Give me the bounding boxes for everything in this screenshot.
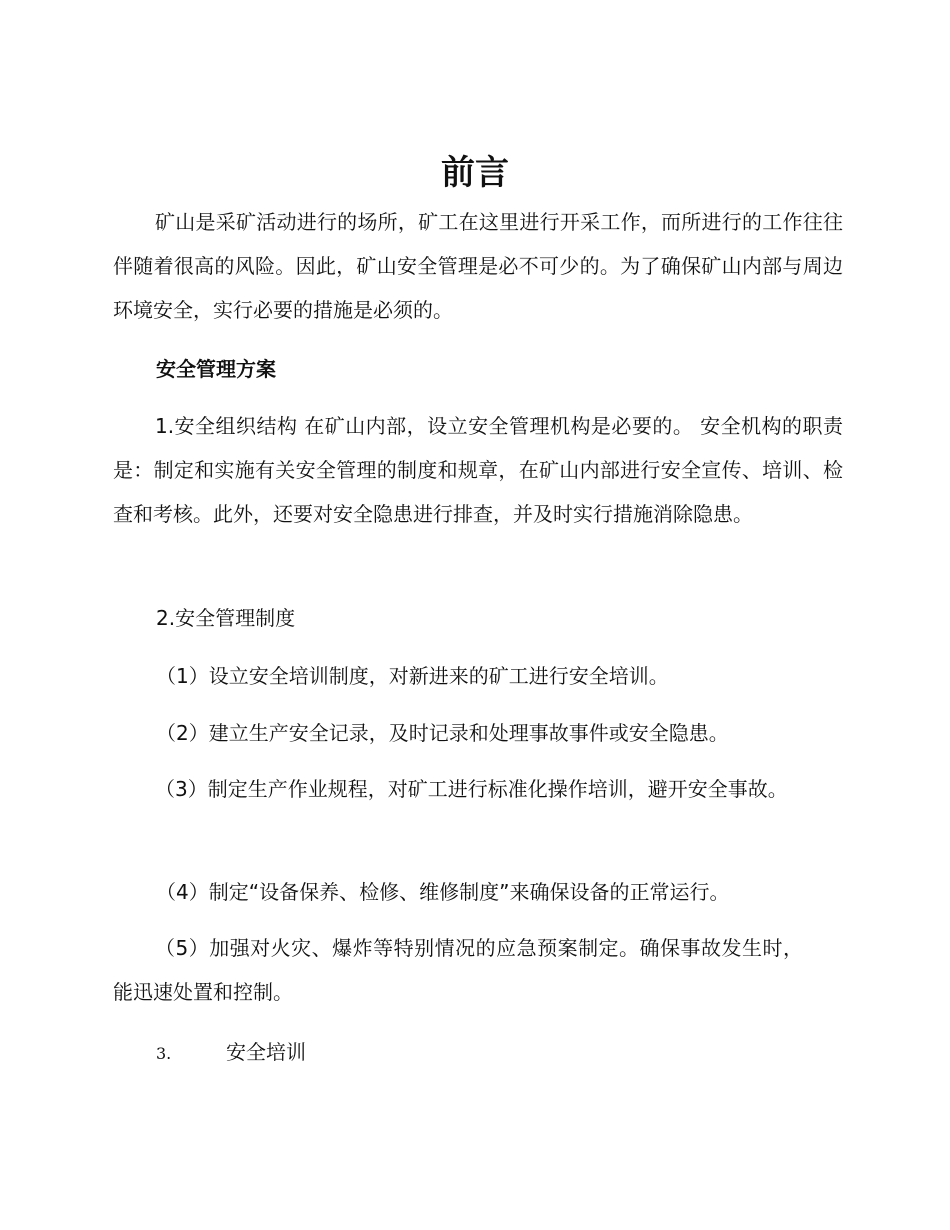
sub-item-5: （5）加强对火灾、爆炸等特别情况的应急预案制定。确保事故发生时，能迅速处置和控制。 [113, 936, 803, 1004]
sub-item-3: （3）制定生产作业规程，对矿工进行标准化操作培训，避开安全事故。 [155, 777, 788, 801]
section-heading: 安全管理方案 [156, 357, 276, 381]
sub-item-4: （4）制定“设备保养、检修、维修制度”来确保设备的正常运行。 [156, 880, 730, 904]
page-title: 前言 [441, 153, 509, 193]
item-3-number: 3. [156, 1044, 172, 1063]
item-3-label: 安全培训 [226, 1040, 306, 1064]
sub-item-1: （1）设立安全培训制度，对新进来的矿工进行安全培训。 [156, 664, 669, 688]
item-1-paragraph: 1.安全组织结构 在矿山内部，设立安全管理机构是必要的。 安全机构的职责是：制定和实施有关安全管理的制度和规章，在矿山内部进行安全宣传、培训、检查和考核。此外，还要对安全隐患进行排查，并及时实行措施消除隐患。 [113, 414, 843, 526]
intro-paragraph: 矿山是采矿活动进行的场所，矿工在这里进行开采工作，而所进行的工作往往伴随着很高的风险。因此，矿山安全管理是必不可少的。为了确保矿山内部与周边环境安全，实行必要的措施是必须的。 [113, 210, 843, 322]
item-2-heading: 2.安全管理制度 [156, 606, 296, 630]
sub-item-2: （2）建立生产安全记录，及时记录和处理事故事件或安全隐患。 [156, 721, 729, 745]
